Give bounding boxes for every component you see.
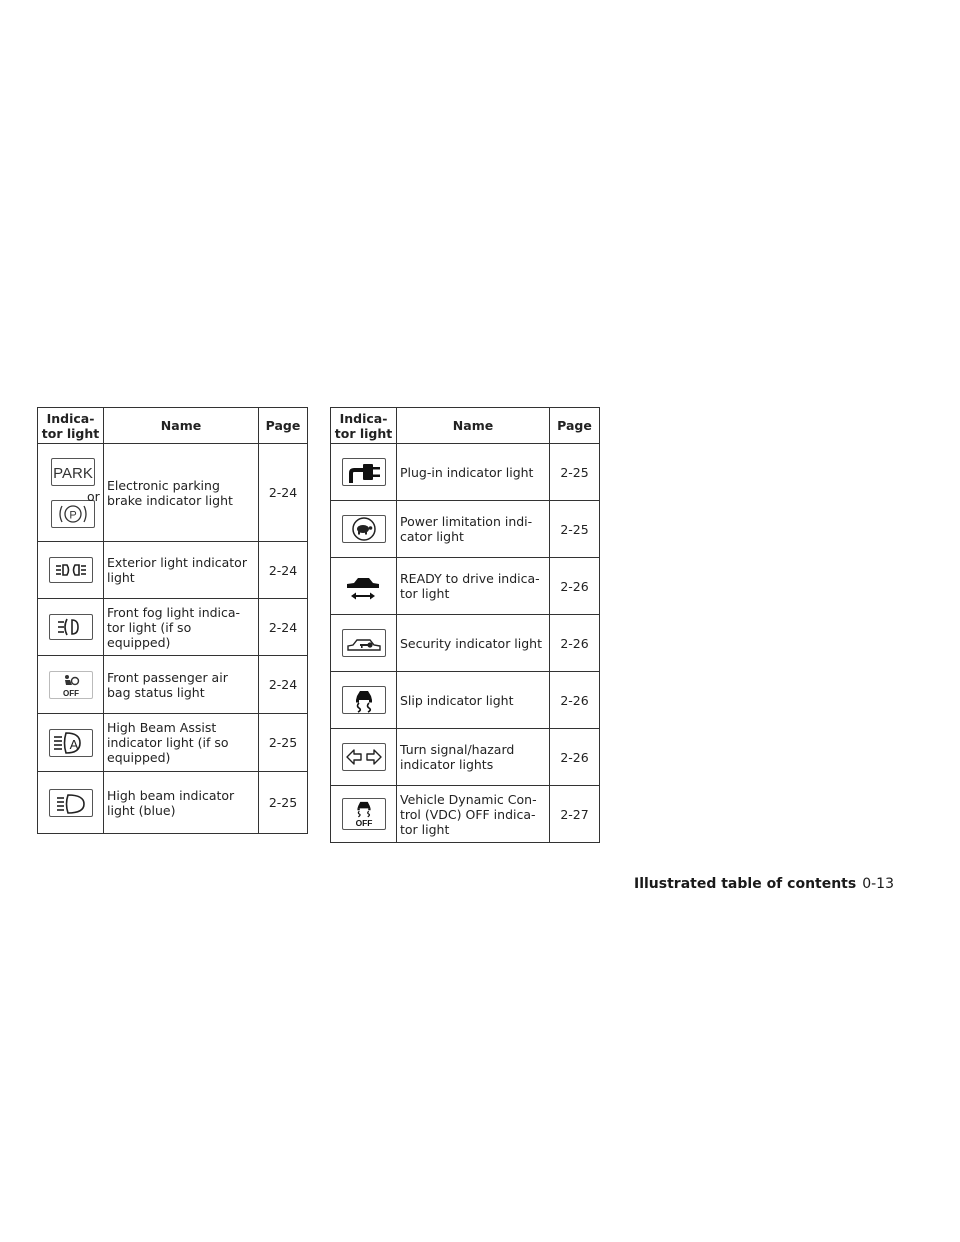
passenger-airbag-off-icon: [49, 671, 93, 699]
security-car-key-icon: [342, 629, 386, 657]
page-number: 0-13: [862, 876, 894, 892]
indicator-cell: [331, 444, 397, 501]
table-row: [38, 444, 308, 542]
indicator-name: READY to drive indica- tor light: [397, 558, 550, 615]
front-fog-light-icon: [49, 614, 93, 640]
parking-brake-icon: [51, 500, 95, 528]
indicator-page: 2-24: [259, 542, 308, 599]
or-label: or: [87, 488, 100, 504]
table-row: [38, 599, 308, 656]
turtle-icon: [342, 515, 386, 543]
indicator-cell: [331, 729, 397, 786]
indicator-page: 2-24: [259, 599, 308, 656]
indicator-page: 2-25: [259, 714, 308, 772]
indicator-name: Slip indicator light: [397, 672, 550, 729]
table-row: [38, 714, 308, 772]
airbag-off-label: OFF: [62, 688, 79, 698]
table-row: [331, 501, 600, 558]
indicator-cell: [38, 542, 104, 599]
plug-in-icon: [342, 458, 386, 486]
indicator-name: High Beam Assist indicator light (if so equipped): [104, 714, 259, 772]
vdc-off-icon: [342, 798, 386, 830]
indicator-page: 2-26: [550, 615, 600, 672]
indicator-name: Vehicle Dynamic Con- trol (VDC) OFF indica- tor light: [397, 786, 550, 843]
high-beam-assist-icon: [49, 729, 93, 757]
indicator-page: 2-24: [259, 656, 308, 714]
indicator-name: Plug-in indicator light: [397, 444, 550, 501]
indicator-table-right: [330, 407, 600, 843]
slip-icon: [342, 686, 386, 714]
indicator-page: 2-26: [550, 729, 600, 786]
table-row: [331, 615, 600, 672]
table-row: [331, 786, 600, 843]
high-beam-icon: [49, 789, 93, 817]
indicator-name: Front passenger air bag status light: [104, 656, 259, 714]
indicator-cell: [38, 656, 104, 714]
indicator-page: 2-25: [550, 501, 600, 558]
indicator-cell: [38, 599, 104, 656]
svg-text:A: A: [69, 736, 78, 752]
ready-car-icon: [342, 570, 386, 602]
indicator-page: 2-24: [259, 444, 308, 542]
indicator-name: Power limitation indi- cator light: [397, 501, 550, 558]
indicator-cell: [331, 615, 397, 672]
header-name: Name: [104, 408, 259, 444]
table-row: [38, 656, 308, 714]
header-page: Page: [259, 408, 308, 444]
indicator-cell: [38, 714, 104, 772]
page-footer: [634, 876, 894, 892]
indicator-page: 2-25: [550, 444, 600, 501]
table-row: [331, 558, 600, 615]
table-row: [38, 542, 308, 599]
indicator-cell: [331, 501, 397, 558]
indicator-name: Security indicator light: [397, 615, 550, 672]
turn-signal-icon: [342, 743, 386, 771]
header-page: Page: [550, 408, 600, 444]
indicator-cell: [38, 444, 104, 542]
park-icon: [51, 458, 95, 486]
exterior-light-icon: [49, 557, 93, 583]
table-row: [38, 772, 308, 834]
indicator-name: Turn signal/hazard indicator lights: [397, 729, 550, 786]
indicator-table-left: [37, 407, 308, 834]
indicator-cell: [331, 558, 397, 615]
table-row: [331, 444, 600, 501]
park-label: PARK: [53, 464, 93, 482]
vdc-off-label: OFF: [355, 818, 372, 829]
indicator-cell: [331, 786, 397, 843]
indicator-cell: [331, 672, 397, 729]
table-row: [331, 672, 600, 729]
section-title: Illustrated table of contents: [634, 876, 857, 892]
indicator-page: 2-25: [259, 772, 308, 834]
indicator-name: Electronic parking brake indicator light: [104, 444, 259, 542]
indicator-name: High beam indicator light (blue): [104, 772, 259, 834]
svg-text:P: P: [69, 509, 77, 521]
table-row: [331, 729, 600, 786]
header-indicator: Indica- tor light: [331, 408, 397, 444]
header-indicator: Indica- tor light: [38, 408, 104, 444]
indicator-page: 2-26: [550, 558, 600, 615]
indicator-page: 2-27: [550, 786, 600, 843]
indicator-page: 2-26: [550, 672, 600, 729]
indicator-name: Front fog light indica- tor light (if so equipped): [104, 599, 259, 656]
header-name: Name: [397, 408, 550, 444]
indicator-name: Exterior light indicator light: [104, 542, 259, 599]
indicator-cell: [38, 772, 104, 834]
